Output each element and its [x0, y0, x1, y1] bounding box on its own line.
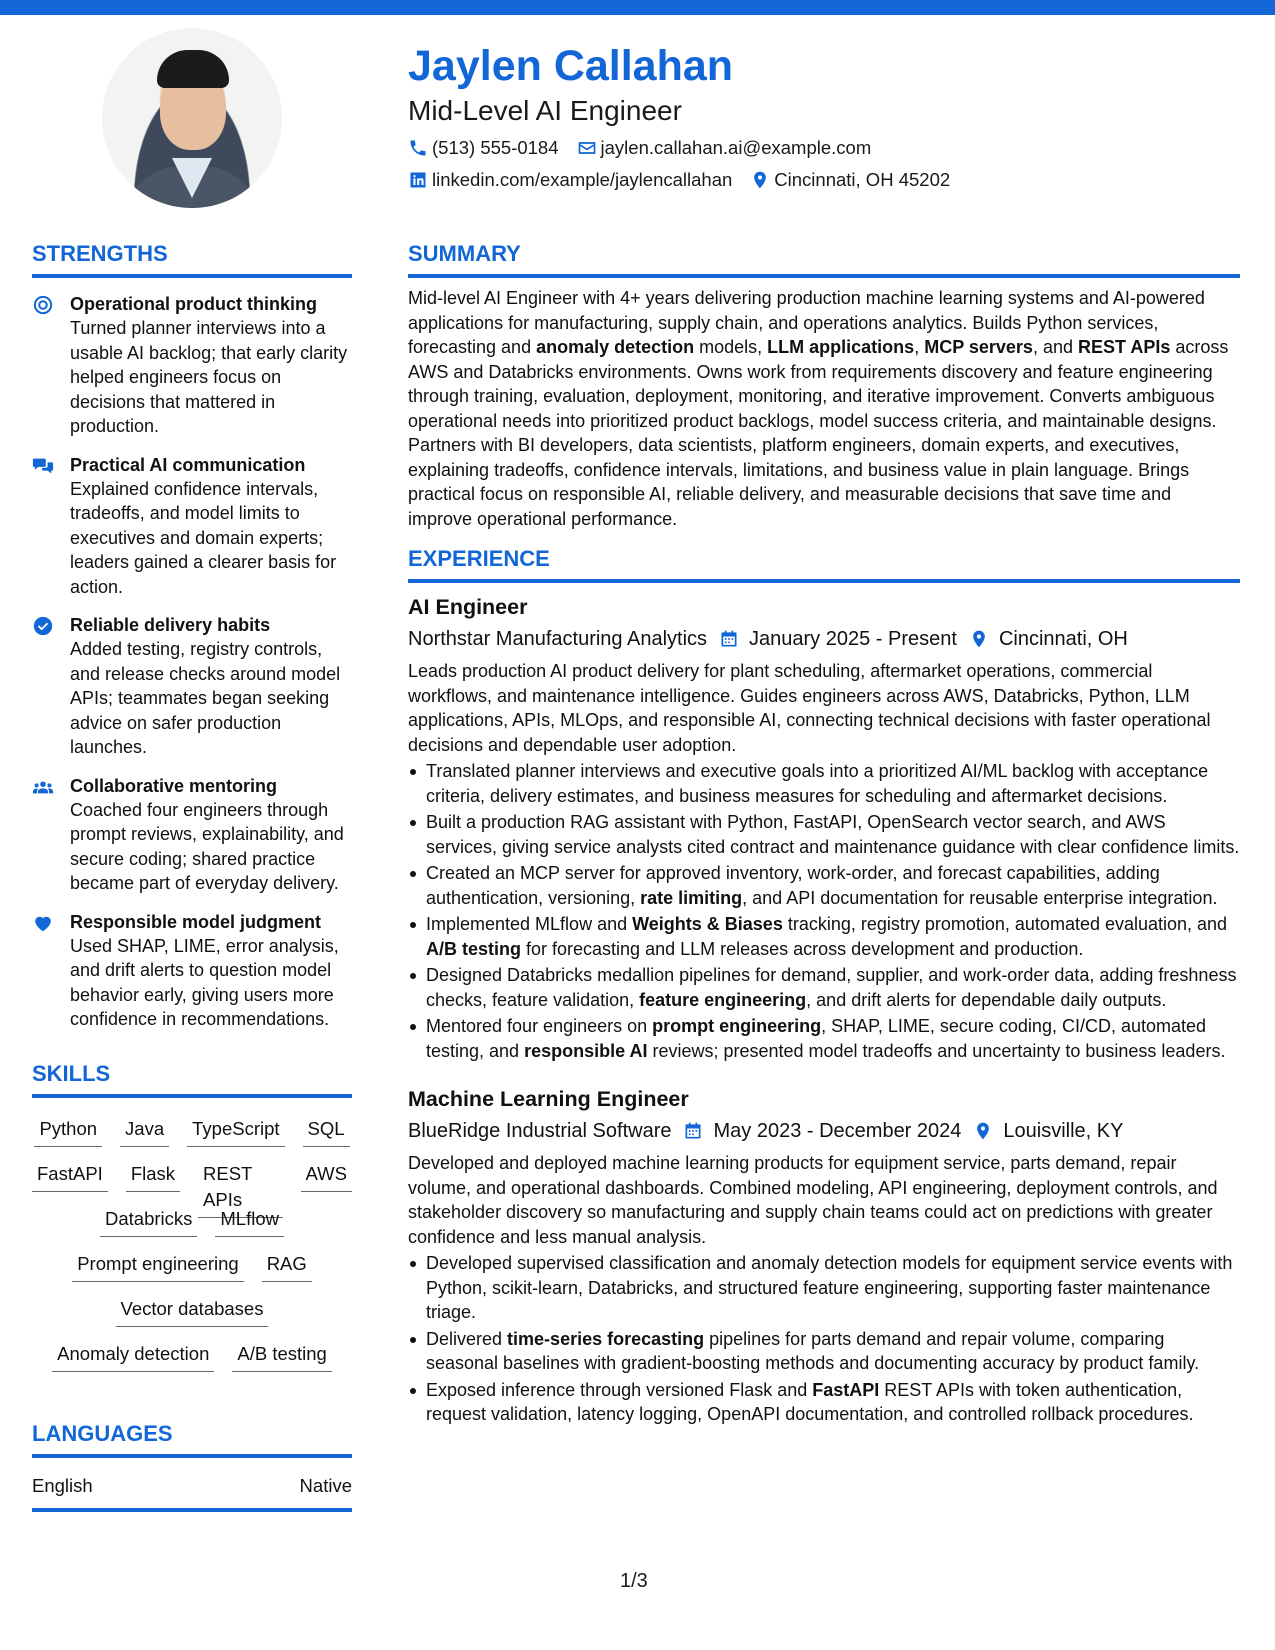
- strength-title: Responsible model judgment: [70, 911, 322, 932]
- map-pin-icon: [969, 629, 989, 649]
- skill-tag: FastAPI: [32, 1161, 108, 1192]
- job-bullets: [408, 1251, 1240, 1427]
- job-title: Machine Learning Engineer: [408, 1087, 689, 1111]
- chat-icon: [32, 453, 70, 600]
- skill-row: [32, 1296, 352, 1341]
- strengths-title: STRENGTHS: [32, 241, 168, 266]
- linkedin-contact[interactable]: [408, 169, 732, 191]
- experience-title: EXPERIENCE: [408, 546, 550, 571]
- summary-title: SUMMARY: [408, 241, 521, 266]
- email-contact[interactable]: [577, 137, 872, 159]
- skill-tag: Java: [120, 1116, 169, 1147]
- skills-rule: [32, 1094, 352, 1098]
- languages-bottom-rule: [32, 1508, 352, 1512]
- languages-list: [32, 1474, 352, 1498]
- languages-rule: [32, 1454, 352, 1458]
- job-entry: [408, 593, 1240, 1063]
- page-number: 1/3: [620, 1570, 648, 1592]
- strength-item: [32, 774, 352, 896]
- strength-text: [70, 613, 352, 760]
- check-circle-icon: [32, 613, 70, 760]
- map-pin-icon: [750, 170, 770, 190]
- job-bullet: Created an MCP server for approved inventory, work-order, and forecast capabilities, adding authentication, versioning, rate limiting, and API documentation for reusable enterprise integration.: [408, 861, 1240, 910]
- skills-title: SKILLS: [32, 1060, 111, 1086]
- skill-tag: REST APIs: [198, 1161, 283, 1218]
- linkedin-icon: [408, 170, 428, 190]
- target-icon: [32, 292, 70, 439]
- job-bullets: [408, 759, 1240, 1063]
- skill-row: [32, 1341, 352, 1386]
- left-column: [32, 240, 352, 1512]
- job-title: AI Engineer: [408, 595, 528, 619]
- skill-row: [32, 1161, 352, 1210]
- skill-tag: A/B testing: [232, 1341, 331, 1372]
- resume-header: [408, 40, 1238, 192]
- linkedin-text[interactable]: linkedin.com/example/jaylencallahan: [432, 169, 733, 190]
- top-accent-bar: [0, 0, 1275, 15]
- job-bullet: Exposed inference through versioned Flask and FastAPI REST APIs with token authentication, request validation, latency logging, OpenAPI documentation, and controlled rollback procedures.: [408, 1378, 1240, 1427]
- job-bullet: Implemented MLflow and Weights & Biases tracking, registry promotion, automated evaluation, and A/B testing for forecasting and LLM releases across development and production.: [408, 912, 1240, 961]
- users-icon: [32, 774, 70, 896]
- contact-row-1: [408, 136, 1238, 160]
- heart-icon: [32, 910, 70, 1032]
- skill-tag: AWS: [301, 1161, 352, 1192]
- skill-row: [32, 1206, 352, 1251]
- strength-item: [32, 453, 352, 600]
- strengths-rule: [32, 274, 352, 278]
- strength-description: Turned planner interviews into a usable AI backlog; that early clarity helped engineers focus on decisions that mattered in production.: [70, 318, 348, 436]
- strength-item: [32, 910, 352, 1032]
- job-entry: [408, 1085, 1240, 1427]
- map-pin-icon: [973, 1121, 993, 1141]
- skill-tag: TypeScript: [187, 1116, 284, 1147]
- job-meta: [408, 1117, 1240, 1145]
- strength-description: Added testing, registry controls, and release checks around model APIs; teammates began seeking advice on safer production launches.: [70, 639, 341, 757]
- job-location: Cincinnati, OH: [998, 628, 1128, 650]
- strength-description: Explained confidence intervals, tradeoffs, and model limits to executives and domain experts; leaders gained a clearer basis for action.: [70, 478, 337, 597]
- language-name: English: [32, 1474, 93, 1496]
- strength-text: [70, 292, 352, 439]
- strengths-list: [32, 292, 352, 1032]
- strength-description: Coached four engineers through prompt reviews, explainability, and secure coding; shared practice became part of everyday delivery.: [70, 799, 344, 893]
- strength-title: Practical AI communication: [70, 454, 306, 475]
- strength-text: [70, 453, 352, 600]
- strength-title: Reliable delivery habits: [70, 615, 271, 635]
- experience-rule: [408, 579, 1240, 583]
- job-dates: January 2025 - Present: [749, 628, 957, 650]
- candidate-name: Jaylen Callahan: [408, 42, 734, 90]
- phone-contact: [408, 137, 559, 159]
- job-summary: Leads production AI product delivery for plant scheduling, aftermarket operations, commercial workflows, and maintenance intelligence. Guides engineers across AWS, Databricks, Python, LLM applications, APIs, MLOps, and responsible AI, connecting technical decisions with faster operational decisions and dependable user adoption.: [408, 661, 1211, 755]
- summary-rule: [408, 274, 1240, 278]
- skill-tag: RAG: [262, 1251, 312, 1282]
- skills-list: [32, 1116, 352, 1386]
- strength-text: [70, 910, 352, 1032]
- job-bullet: Mentored four engineers on prompt engineering, SHAP, LIME, secure coding, CI/CD, automated testing, and responsible AI reviews; presented model tradeoffs and uncertainty to business leaders.: [408, 1014, 1240, 1063]
- strength-text: [70, 774, 352, 896]
- candidate-role: Mid-Level AI Engineer: [408, 95, 682, 126]
- job-bullet: Translated planner interviews and executive goals into a prioritized AI/ML backlog with acceptance criteria, delivery estimates, and business measures for scheduling and aftermarket decisions.: [408, 759, 1240, 808]
- calendar-icon: [683, 1121, 703, 1141]
- skill-tag: Flask: [126, 1161, 180, 1192]
- skill-tag: SQL: [303, 1116, 350, 1147]
- job-location: Louisville, KY: [1003, 1120, 1124, 1142]
- job-bullet: Designed Databricks medallion pipelines for demand, supplier, and work-order data, adding freshness checks, feature validation, feature engineering, and drift alerts for dependable daily outputs.: [408, 963, 1240, 1012]
- job-company: BlueRidge Industrial Software: [408, 1120, 672, 1142]
- skill-row: [32, 1116, 352, 1161]
- skill-tag: Python: [34, 1116, 102, 1147]
- skill-tag: Databricks: [100, 1206, 197, 1237]
- language-row: [32, 1474, 352, 1498]
- job-bullet: Delivered time-series forecasting pipelines for parts demand and repair volume, comparing seasonal baselines with gradient-boosting methods and documenting accuracy by product family.: [408, 1327, 1240, 1376]
- skill-tag: MLflow: [215, 1206, 284, 1237]
- strength-item: [32, 613, 352, 760]
- skill-tag: Vector databases: [116, 1296, 269, 1327]
- strength-description: Used SHAP, LIME, error analysis, and drift alerts to question model behavior early, giving users more confidence in recommendations.: [70, 935, 339, 1029]
- email-text[interactable]: jaylen.callahan.ai@example.com: [600, 137, 872, 158]
- summary-text: Mid-level AI Engineer with 4+ years delivering production machine learning systems and AI-powered applications for manufacturing, supply chain, and operations analytics. Builds Python services, forecasting and anomaly detection models, LLM applications, MCP servers, and REST APIs across AWS and Databricks environments. Owns work from requirements discovery and feature engineering through training, evaluation, deployment, monitoring, and iterative improvement. Converts ambiguous operational needs into prioritized product backlogs, model success criteria, and maintainable designs. Partners with BI developers, data scientists, platform engineers, domain experts, and executives, explaining tradeoffs, confidence intervals, limitations, and business value in plain language. Brings practical focus on responsible AI, reliable delivery, and measurable decisions that save time and improve operational performance.: [408, 288, 1229, 529]
- location-contact: [750, 169, 950, 191]
- job-company: Northstar Manufacturing Analytics: [408, 628, 708, 650]
- skill-row: [32, 1251, 352, 1296]
- job-bullet: Developed supervised classification and anomaly detection models for equipment service events with Python, scikit-learn, Databricks, and structured feature engineering, supporting faster maintenance triage.: [408, 1251, 1240, 1325]
- skill-tag: Anomaly detection: [52, 1341, 214, 1372]
- strength-title: Operational product thinking: [70, 294, 317, 314]
- contact-row-2: [408, 168, 1238, 192]
- job-dates: May 2023 - December 2024: [713, 1120, 962, 1142]
- job-bullet: Built a production RAG assistant with Python, FastAPI, OpenSearch vector search, and AWS services, giving service analysts cited contract and maintenance guidance with clear confidence limits.: [408, 810, 1240, 859]
- phone-text: (513) 555-0184: [432, 137, 559, 158]
- strength-item: [32, 292, 352, 439]
- calendar-icon: [719, 629, 739, 649]
- email-icon: [577, 138, 597, 158]
- job-summary: Developed and deployed machine learning products for equipment service, parts demand, repair volume, and operational dashboards. Combined modeling, API engineering, deployment controls, and stakeholder discovery so manufacturing and supply chain teams could act on predictions with greater confidence and less manual analysis.: [408, 1153, 1218, 1247]
- job-meta: [408, 625, 1240, 653]
- languages-title: LANGUAGES: [32, 1420, 173, 1446]
- phone-icon: [408, 138, 428, 158]
- profile-photo: [102, 28, 282, 208]
- strength-title: Collaborative mentoring: [70, 775, 278, 796]
- experience-list: [408, 593, 1240, 1427]
- skill-tag: Prompt engineering: [72, 1251, 243, 1282]
- right-column: [408, 240, 1240, 1429]
- location-text: Cincinnati, OH 45202: [774, 169, 951, 190]
- language-level: Native: [299, 1474, 352, 1496]
